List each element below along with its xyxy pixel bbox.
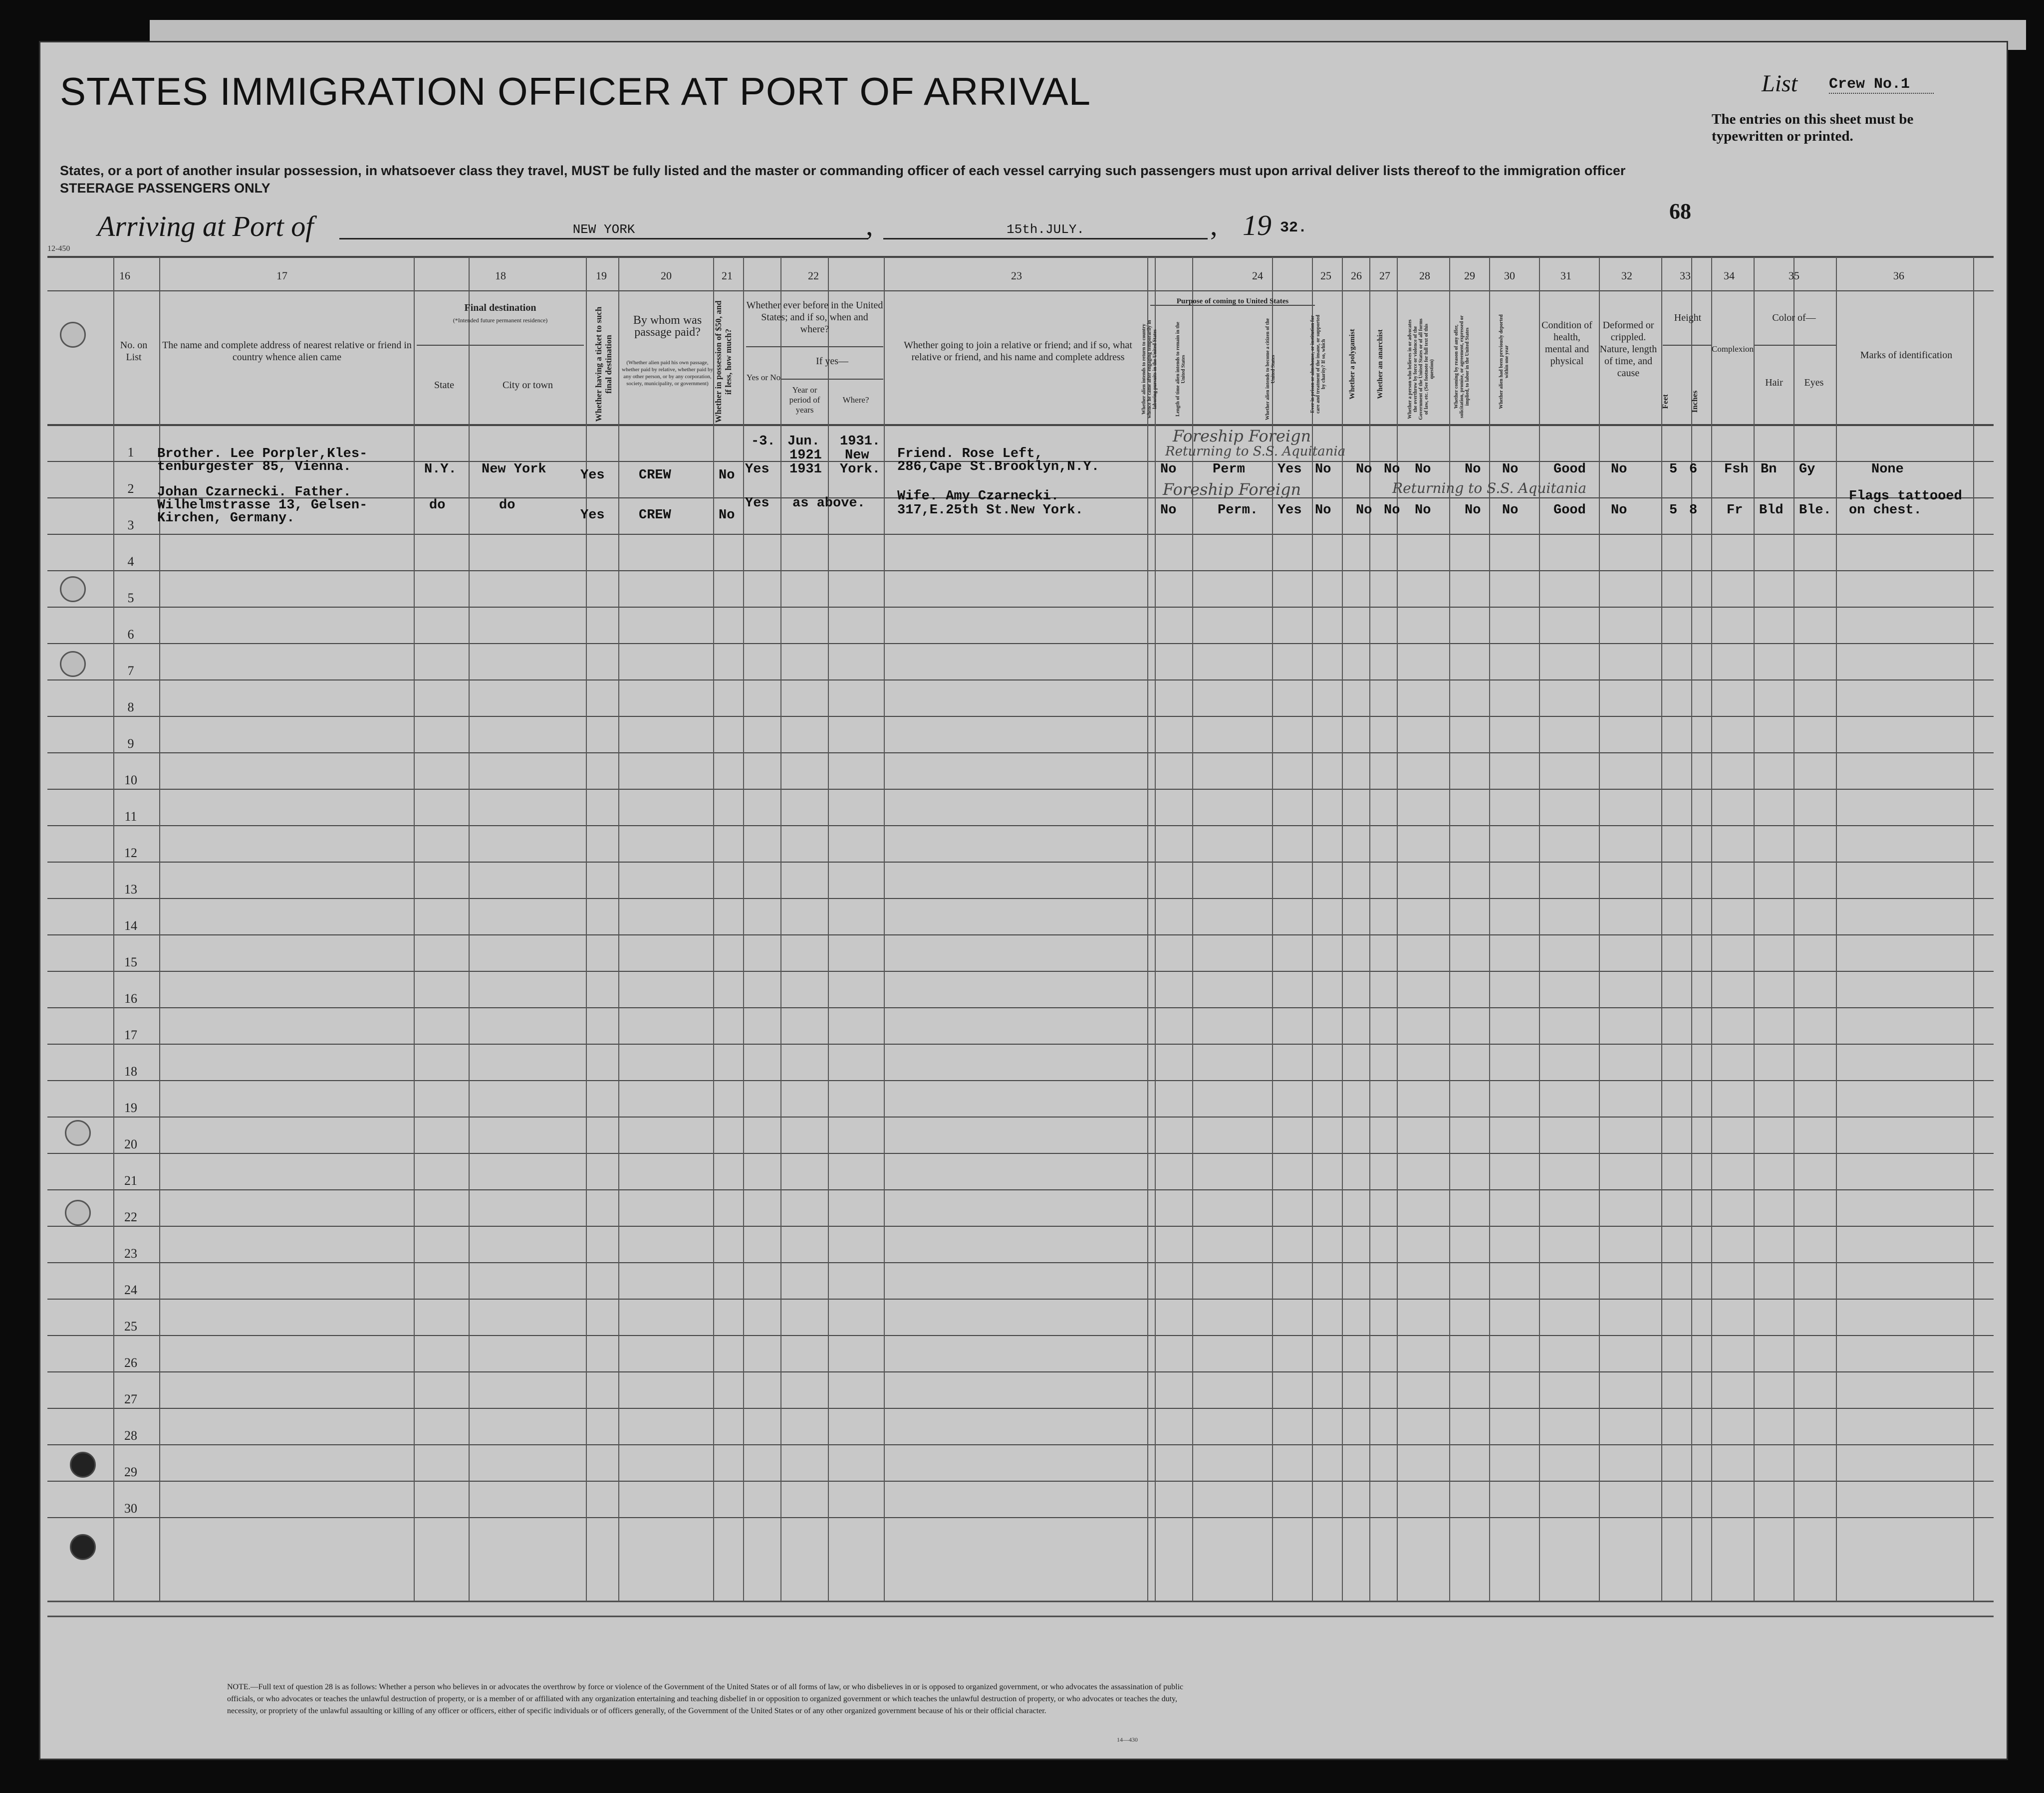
row-number: 9 — [127, 736, 134, 751]
header-overthrow: Whether a person who believes in or advocates the overthrow by force or violence of the Government of the United States or of all forms of law, etc. (See footnote for full text of this question) — [1407, 318, 1435, 420]
row-number: 12 — [124, 846, 137, 860]
row-number: 7 — [127, 664, 134, 678]
row-number: 8 — [127, 700, 134, 714]
entry1-handwritten-note: Returning to S.S. Aquitania — [1165, 444, 1346, 459]
row-number: 17 — [124, 1028, 137, 1042]
form-number: 14—430 — [1117, 1736, 1138, 1743]
colnum-32: 32 — [1621, 269, 1632, 282]
entry1-deported: No — [1502, 462, 1519, 477]
row-number: 23 — [124, 1246, 137, 1261]
header-final-destination-note: (*Intended future permanent residence) — [453, 317, 548, 324]
colnum-28: 28 — [1419, 269, 1430, 282]
row-number: 20 — [124, 1137, 137, 1151]
header-feet: Feet — [1661, 394, 1670, 409]
colnum-16: 16 — [119, 269, 130, 282]
header-paid-by-note: (Whether alien paid his own passage, whether paid by relative, whether paid by any other person, or by any corporation, society, municipality, or government) — [622, 360, 713, 387]
entry2-feet: 5 — [1669, 503, 1678, 518]
entry2-joining-line2: 317,E.25th St.New York. — [897, 503, 1083, 518]
entry1-relative-line2: tenburgester 85, Vienna. — [157, 459, 351, 474]
header-anarchist: Whether an anarchist — [1376, 329, 1384, 399]
entry2-deformed: No — [1611, 503, 1627, 518]
header-final-destination: Final destination — [464, 302, 536, 313]
row-number: 26 — [124, 1355, 137, 1370]
row-number: 5 — [127, 591, 134, 605]
binder-hole — [65, 1120, 91, 1146]
entry1-prison: No — [1315, 462, 1331, 477]
header-marks: Marks of identification — [1860, 350, 1953, 361]
colnum-25: 25 — [1320, 269, 1331, 282]
header-state: State — [434, 380, 454, 391]
entry1-deformed: No — [1611, 462, 1627, 477]
colnum-29: 29 — [1464, 269, 1475, 282]
colnum-20: 20 — [661, 269, 672, 282]
colnum-36: 36 — [1893, 269, 1904, 282]
header-prev-where: Where? — [842, 395, 869, 405]
entry1-handwritten-status: Foreship Foreign — [1173, 427, 1311, 446]
header-prev-years: Year or period of years — [789, 385, 820, 415]
binder-hole — [60, 651, 86, 677]
entry1-money: No — [719, 468, 735, 483]
entry2-inches: 8 — [1689, 503, 1698, 518]
entry2-overthrow: No — [1415, 503, 1431, 518]
entry2-handwritten-note: Returning to S.S. Aquitania — [1392, 480, 1587, 496]
header-joining-relative: Whether going to join a relative or friend; and if so, what relative or friend, and his name and complete address — [904, 340, 1132, 363]
corner-code: 12-450 — [47, 244, 70, 253]
colnum-21: 21 — [722, 269, 733, 282]
header-relative-address: The name and complete address of nearest relative or friend in country whence alien came — [162, 340, 412, 363]
entry2-complexion: Fr — [1727, 503, 1743, 518]
header-deformed: Deformed or crippled. Nature, length of time, and cause — [1599, 320, 1657, 379]
entry2-joining-line1: Wife. Amy Czarnecki. — [897, 489, 1059, 504]
entry1-eyes: Gy — [1799, 462, 1815, 477]
binder-hole — [70, 1452, 96, 1478]
entry2-anarchist: No — [1384, 503, 1400, 518]
subtitle-instructions: States, or a port of another insular possession, in whatsoever class they travel, MUST be fully listed and the master or commanding officer of each vessel carrying such passengers must upon arrival deliver lists thereof to the immigration officer — [60, 163, 1626, 178]
header-money: Whether in possession of $50, and if less, how much? — [714, 300, 733, 423]
entry1-feet: 5 — [1669, 462, 1678, 477]
entry1-offer: No — [1465, 462, 1481, 477]
entry2-relative-line1: Johan Czarnecki. Father. — [157, 485, 351, 500]
entry1-prev-where-3: York. — [840, 462, 881, 477]
entry2-ticket: Yes — [580, 508, 605, 523]
comma-separator: , — [866, 209, 873, 241]
entry1-return-intent: No — [1160, 462, 1177, 477]
entry1-citizen: Yes — [1278, 462, 1302, 477]
entry2-state: do — [429, 498, 446, 513]
entry2-marks-line1: Flags tattooed — [1849, 489, 1962, 504]
header-deported: Whether alien had been previously deported within one year — [1499, 314, 1510, 409]
header-no-on-list: No. on List — [120, 340, 148, 363]
binder-hole — [70, 1534, 96, 1560]
entry2-return-intent: No — [1160, 503, 1177, 518]
header-complexion: Complexion — [1712, 344, 1754, 354]
entry2-relative-line3: Kirchen, Germany. — [157, 511, 295, 526]
colnum-19: 19 — [596, 269, 607, 282]
entry2-prev-as-above: as above. — [792, 496, 865, 511]
entry1-prev-marker: -3. — [751, 434, 775, 449]
row-number: 10 — [124, 773, 137, 787]
header-ticket: Whether having a ticket to such final destination — [594, 306, 613, 422]
header-color-of: Color of— — [1772, 312, 1816, 323]
list-label: List — [1762, 70, 1798, 97]
port-field: NEW YORK — [339, 222, 868, 239]
entry2-paid-by: CREW — [639, 508, 671, 523]
entry2-deported: No — [1502, 503, 1519, 518]
entry1-relative-line1: Brother. Lee Porpler,Kles- — [157, 447, 368, 461]
entry2-marks-line2: on chest. — [1849, 503, 1922, 518]
row-number: 22 — [124, 1210, 137, 1224]
entry2-eyes: Ble. — [1799, 503, 1831, 518]
colnum-33: 33 — [1680, 269, 1691, 282]
row-number: 18 — [124, 1064, 137, 1079]
header-prev-yes-no: Yes or No — [746, 373, 781, 382]
header-previously-in-us: Whether ever before in the United States; and if so, when and where? — [746, 300, 883, 335]
entry2-relative-line2: Wilhelmstrasse 13, Gelsen- — [157, 498, 368, 513]
entry1-hair: Bn — [1761, 462, 1777, 477]
header-return-intent: Whether alien intends to return to country whence he came after engaging temporarily in laboring pursuits in the United States — [1141, 320, 1158, 419]
header-purpose: Purpose of coming to United States — [1176, 297, 1289, 305]
entry1-ticket: Yes — [580, 468, 605, 483]
row-number: 2 — [127, 481, 134, 496]
entry1-complexion: Fsh — [1724, 462, 1749, 477]
entry2-handwritten-status: Foreship Foreign — [1163, 480, 1301, 499]
colnum-31: 31 — [1560, 269, 1571, 282]
entry1-paid-by: CREW — [639, 468, 671, 483]
colnum-18: 18 — [495, 269, 506, 282]
entry1-prev-yes-no: Yes — [745, 462, 769, 477]
entry1-prev-years-2: 1921 — [789, 448, 822, 463]
row-number: 21 — [124, 1173, 137, 1188]
entry1-prev-where-2: New — [845, 448, 869, 463]
header-polygamist: Whether a polygamist — [1348, 329, 1356, 400]
entry2-prev-yes-no: Yes — [745, 496, 769, 511]
sheet-number: 68 — [1669, 199, 1691, 224]
entry1-state: N.Y. — [424, 462, 457, 477]
header-hair: Hair — [1765, 377, 1783, 388]
header-height: Height — [1674, 312, 1702, 323]
row-number: 6 — [127, 627, 134, 642]
list-number: Crew No.1 — [1829, 76, 1934, 94]
entry1-joining-line2: 286,Cape St.Brooklyn,N.Y. — [897, 459, 1100, 474]
entry2-prison: No — [1315, 503, 1331, 518]
row-number: 13 — [124, 882, 137, 896]
colnum-27: 27 — [1379, 269, 1390, 282]
entry1-marks: None — [1871, 462, 1904, 477]
entry2-offer: No — [1465, 503, 1481, 518]
entry1-city: New York — [482, 462, 546, 477]
page-title: STATES IMMIGRATION OFFICER AT PORT OF ARRIVAL — [60, 69, 1091, 113]
row-number: 3 — [127, 518, 134, 532]
row-number: 30 — [124, 1501, 137, 1516]
footnote-question-28: NOTE.—Full text of question 28 is as follows: Whether a person who believes in or advocates the overthrow by force or violence of the Government of the United States or of all forms of law, or who disbelieves in or is opposed to organized government, or who advocates the assassination of public officials, or who advocates or teaches the unlawful destruction of property, or is a member of or affiliated with any organization entertaining and teaching disbelief in or opposition to organized government or which teaches the unlawful destruction of property, or who advocates or teaches the duty, necessity, or propriety of the unlawful assaulting or killing of any officer or officers, either of specific individuals or of officers generally, of the Government of the United States or of any other organized government because of his or their official character. — [227, 1683, 1184, 1715]
header-inches: Inches — [1691, 390, 1699, 413]
entry1-health: Good — [1553, 462, 1586, 477]
entry1-prev-years-1: Jun. — [787, 434, 820, 449]
entry2-health: Good — [1553, 503, 1586, 518]
year-prefix: 19 — [1243, 209, 1272, 241]
colnum-26: 26 — [1351, 269, 1362, 282]
binder-hole — [60, 576, 86, 602]
colnum-24: 24 — [1252, 269, 1263, 282]
header-eyes: Eyes — [1804, 377, 1824, 388]
row-number: 25 — [124, 1319, 137, 1334]
row-number: 24 — [124, 1283, 137, 1297]
colnum-34: 34 — [1724, 269, 1735, 282]
row-number: 4 — [127, 554, 134, 569]
binder-hole — [65, 1200, 91, 1226]
row-number: 28 — [124, 1428, 137, 1443]
entry2-citizen: Yes — [1278, 503, 1302, 518]
colnum-17: 17 — [276, 269, 287, 282]
header-health: Condition of health, mental and physical — [1541, 320, 1592, 367]
header-paid-by: By whom was passage paid? — [633, 314, 702, 339]
subtitle-steerage: STEERAGE PASSENGERS ONLY — [60, 181, 270, 196]
header-citizen-intent: Whether alien intends to become a citizen of the United States — [1265, 318, 1276, 421]
year-suffix: 32. — [1280, 220, 1307, 236]
binder-hole — [60, 322, 86, 348]
entry1-polygamist: No — [1356, 462, 1372, 477]
row-number: 11 — [124, 809, 137, 824]
row-number: 16 — [124, 991, 137, 1006]
entry1-overthrow: No — [1415, 462, 1431, 477]
header-prison: Ever in prison or almshouse, or institution for care and treatment of the insane, or supported by charity? If so, which — [1310, 315, 1326, 414]
entry1-anarchist: No — [1384, 462, 1400, 477]
row-number: 1 — [127, 445, 134, 459]
entries-note: The entries on this sheet must be typewritten or printed. — [1712, 111, 1914, 144]
colnum-23: 23 — [1011, 269, 1022, 282]
entry2-hair: Bld — [1759, 503, 1784, 518]
arriving-label: Arriving at Port of — [97, 210, 314, 242]
row-number: 27 — [124, 1392, 137, 1406]
colnum-35: 35 — [1788, 269, 1799, 282]
date-field: 15th.JULY. — [883, 222, 1208, 239]
entry1-joining-line1: Friend. Rose Left, — [897, 447, 1043, 461]
header-length-stay: Length of time alien intends to remain in the United States — [1175, 322, 1186, 417]
entry1-inches: 6 — [1689, 462, 1698, 477]
entry2-length-stay: Perm. — [1218, 503, 1259, 518]
entry2-city: do — [499, 498, 515, 513]
entry1-length-stay: Perm — [1213, 462, 1245, 477]
entry2-money: No — [719, 508, 735, 523]
entry1-prev-years-3: 1931 — [789, 462, 822, 477]
row-number: 19 — [124, 1101, 137, 1115]
header-city: City or town — [502, 380, 553, 391]
comma-separator: , — [1210, 209, 1218, 241]
colnum-30: 30 — [1504, 269, 1515, 282]
row-number: 14 — [124, 918, 137, 933]
colnum-22: 22 — [808, 269, 819, 282]
header-offer: Whether coming by reason of any offer, solicitation, promise, or agreement, expressed or implied, to labor in the United States — [1454, 315, 1470, 418]
row-number: 29 — [124, 1465, 137, 1479]
entry1-prev-where-1: 1931. — [840, 434, 881, 449]
entry2-polygamist: No — [1356, 503, 1372, 518]
header-if-yes: If yes— — [816, 356, 848, 367]
row-number: 15 — [124, 955, 137, 969]
